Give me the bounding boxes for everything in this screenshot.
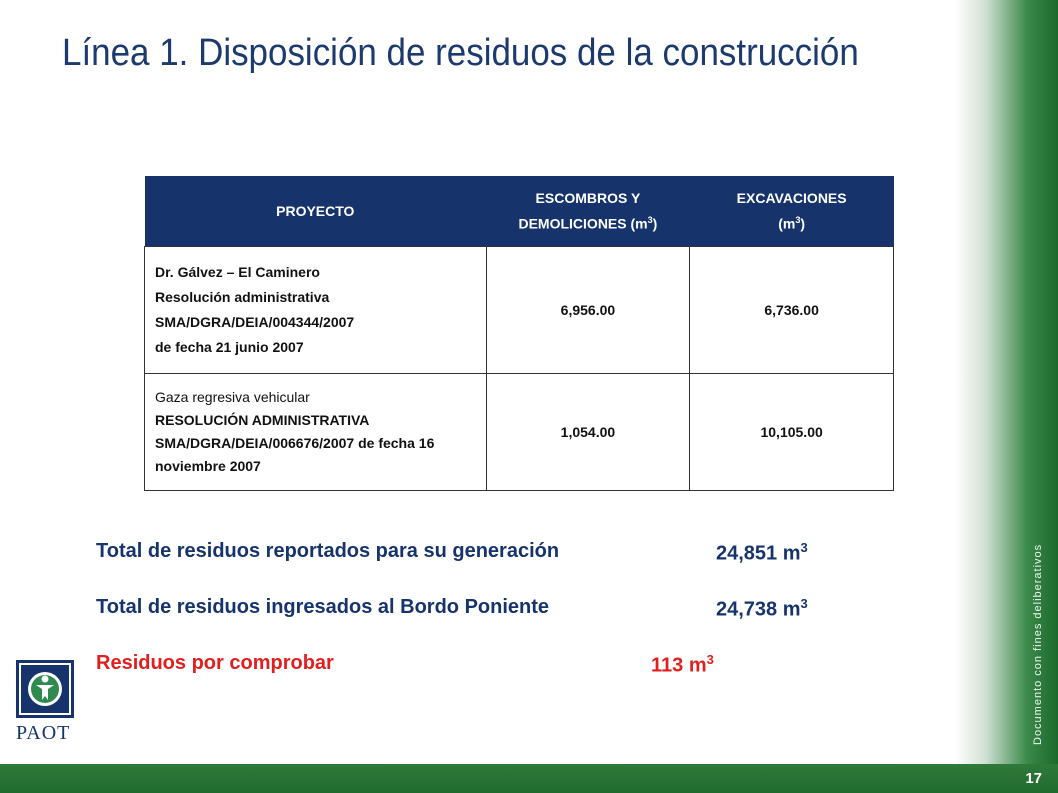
bottom-green-band <box>0 764 1058 793</box>
total-label: Residuos por comprobar <box>96 652 334 674</box>
logo-text: PAOT <box>16 722 71 744</box>
escombros-value: 6,956.00 <box>486 247 690 374</box>
total-value: 24,851 $m^3$ <box>716 540 808 565</box>
paot-logo <box>16 660 74 750</box>
project-line: SMA/DGRA/DEIA/004344/2007 <box>155 314 355 330</box>
page-number: 17 <box>1025 770 1042 787</box>
table-header-row <box>145 176 894 247</box>
slide-title: Línea 1. Disposición de residuos de la construcción <box>62 32 859 74</box>
table-row <box>145 374 894 491</box>
project-line: Resolución administrativa <box>155 289 330 305</box>
excavaciones-value: 6,736.00 <box>690 247 894 374</box>
header-excavaciones: EXCAVACIONES $(m^3)$ <box>690 176 894 247</box>
excavaciones-value: 10,105.00 <box>690 374 894 491</box>
waste-table <box>144 176 894 491</box>
project-cell <box>145 374 487 491</box>
logo-emblem-icon <box>16 660 74 718</box>
project-line: de fecha 21 junio 2007 <box>155 339 304 355</box>
escombros-value: 1,054.00 <box>486 374 690 491</box>
total-label: Total de residuos ingresados al Bordo Poniente <box>96 596 550 618</box>
project-line: Dr. Gálvez – El Caminero <box>155 264 320 280</box>
project-cell <box>145 247 487 374</box>
total-value: 113 $m^3$ <box>651 652 714 677</box>
header-escombros: ESCOMBROS Y DEMOLICIONES $(m^3)$ <box>486 176 690 247</box>
project-line: RESOLUCIÓN ADMINISTRATIVA SMA/DGRA/DEIA/006676/2007 de fecha 16 noviembre 2007 <box>155 412 435 474</box>
project-line: Gaza regresiva vehicular <box>155 389 310 405</box>
side-note: Documento con fines deliberativos <box>1032 543 1044 745</box>
header-proyecto: PROYECTO <box>145 176 487 247</box>
total-value: 24,738 $m^3$ <box>716 596 808 621</box>
total-label: Total de residuos reportados para su generación <box>96 540 560 562</box>
table-row <box>145 247 894 374</box>
